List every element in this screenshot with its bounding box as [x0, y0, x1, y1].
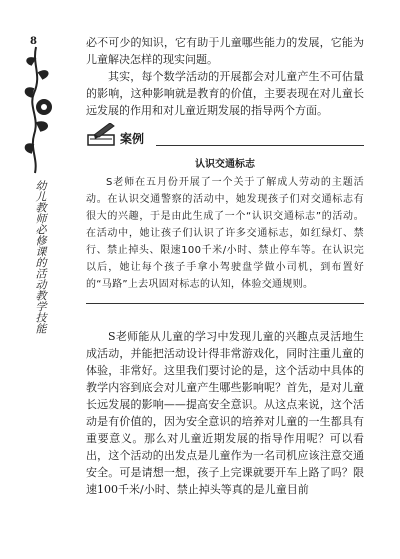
- case-end-divider: [86, 303, 364, 304]
- paragraph: S老师能从儿童的学习中发现儿童的兴趣点灵活地生成活动，并能把活动设计得非常游戏化，同时注重儿童的体验，非常好。这里我们要讨论的是，这个活动中具体的教学内容到底会对儿童产生哪些影响呢？首先，是对儿童长远发展的影响——提高安全意识。从这点来说，这个活动是有价值的，因为安全意识的培养对儿童的一生都具有重要意义。那么对儿童近期发展的指导作用呢？可以看出，这个活动的出发点是儿童作为一名司机应该注意交通安全。可是请想一想，孩子上完课就要开车上路了吗？限速100千米/小时、禁止掉头等真的是儿童目前: [86, 330, 364, 496]
- vine-decoration-icon: [22, 45, 58, 175]
- sidebar-decoration: [0, 0, 60, 559]
- case-title: 认识交通标志: [195, 159, 255, 170]
- page-number: 8: [30, 36, 37, 47]
- paragraph: 必不可少的知识，它有助于儿童哪些能力的发展，它能为儿童解决怎样的现实问题。: [86, 36, 364, 66]
- paragraph: 其实，每个数学活动的开展都会对儿童产生不可估量的影响，这种影响就是教育的价值，主要表现在对儿童长远发展的作用和对儿童近期发展的指导两个方面。: [86, 70, 364, 117]
- case-body: S老师在五月份开展了一个关于了解成人劳动的主题活动。在认识交通警察的活动中，她发现孩子们对交通标志有很大的兴趣，于是由此生成了一个“认识交通标志”的活动。在活动中，她让孩子们认识了许多交通标志，如红绿灯、禁行、禁止掉头、限速100千米/小时、禁止停车等。在认识完以后，她让每个孩子手拿小驾驶盘学做小司机，到布置好的“马路”上去巩固对标志的认知，体验交通规则。: [86, 177, 364, 290]
- book-title: 幼儿教师必修课的活动教学技能: [34, 180, 47, 334]
- case-divider: [156, 145, 364, 146]
- page-content: [86, 34, 364, 498]
- pen-notebook-icon: [86, 123, 120, 147]
- case-header: [86, 125, 364, 151]
- case-label: 案例: [120, 132, 145, 146]
